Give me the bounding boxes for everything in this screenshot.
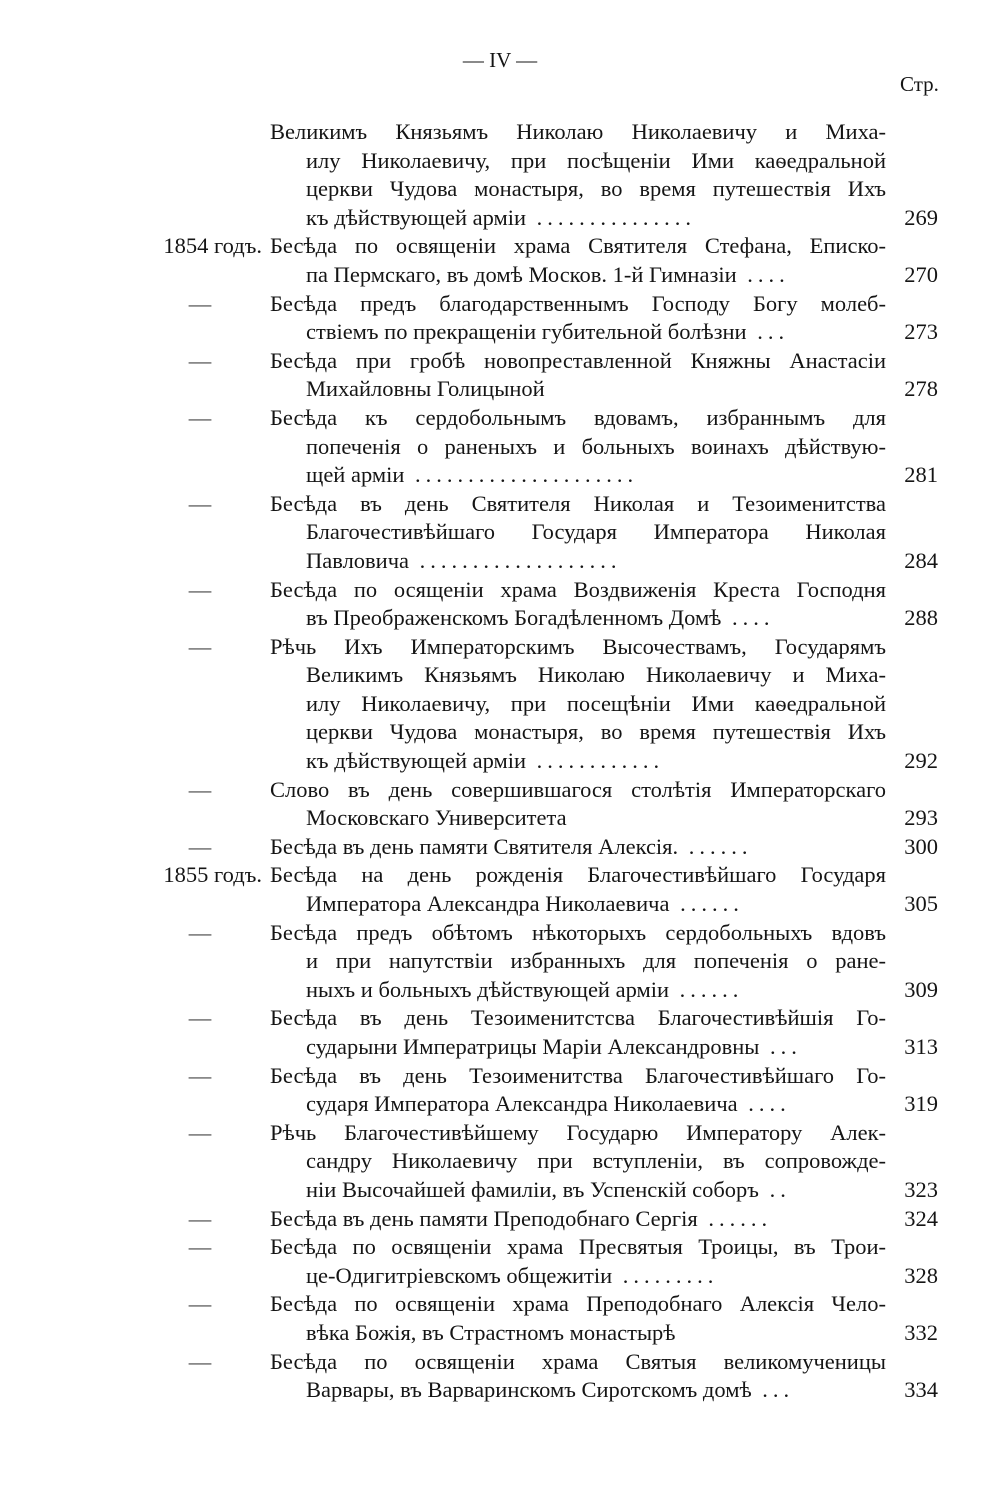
toc-title-line: Бесѣда въ день Святителя Николая и Тезоименитства [270, 490, 886, 516]
toc-page-number: 273 [904, 319, 938, 345]
toc-dash: — [188, 919, 212, 945]
toc-year: 1854 годъ. [163, 233, 262, 259]
toc-dash: — [188, 347, 212, 373]
toc-title-line: Варвары, въ Варваринскомъ Сиротскомъ домѣ ... [306, 1377, 795, 1403]
toc-entry [0, 1348, 1000, 1405]
toc-title-line: Бесѣда на день рожденія Благочестивѣйшаго Государя [270, 862, 886, 888]
toc-dash: — [188, 576, 212, 602]
toc-title-line: Благочестивѣйшаго Государя Императора Николая [306, 519, 886, 545]
toc-page-number: 278 [904, 376, 938, 402]
leader-dots: ...... [669, 891, 744, 917]
toc-entry [0, 404, 1000, 490]
toc-title-line: Бесѣда по освященіи храма Святителя Стефана, Еписко- [270, 233, 886, 259]
toc-page-number: 269 [904, 204, 938, 230]
toc-dash: — [188, 1205, 212, 1231]
toc-title-line: въ Преображенскомъ Богадѣленномъ Домѣ .... [306, 605, 775, 631]
leader-dots: ...... [678, 833, 753, 859]
toc-dash: — [188, 833, 212, 859]
toc-title-line: ніи Высочайшей фамиліи, въ Успенскій соборъ .. [306, 1176, 791, 1202]
toc-entry [0, 290, 1000, 347]
toc-page-number: 309 [904, 976, 938, 1002]
leader-dots: ......... [612, 1262, 719, 1288]
toc-title-line: къ дѣйствующей арміи ............ [306, 748, 665, 774]
toc-title-line: Бесѣда къ сердобольнымъ вдовамъ, избраннымъ для [270, 404, 886, 430]
toc-title-line: Императора Александра Николаевича ...... [306, 891, 744, 917]
toc-title-line: Великимъ Князьямъ Николаю Николаевичу и Миха- [306, 662, 886, 688]
toc-title-line: Слово въ день совершившагося столѣтія Императорскаго [270, 776, 886, 802]
toc-entry [0, 490, 1000, 576]
toc-title-line: илу Николаевичу, при посѣщеніи Ими каѳедральной [306, 147, 886, 173]
toc-title-line: попеченія о раненыхъ и больныхъ воинахъ дѣйствую- [306, 433, 886, 459]
toc-title-line: Бесѣда въ день памяти Преподобнаго Сергія ...... [270, 1205, 773, 1231]
toc-entry [0, 347, 1000, 404]
toc-title-line: па Пермскаго, въ домѣ Москов. 1-й Гимназіи .... [306, 261, 790, 287]
toc-page-number: 288 [904, 605, 938, 631]
toc-title-line: Михайловны Голицыной [306, 376, 545, 402]
toc-dash: — [188, 290, 212, 316]
toc-dash: — [188, 404, 212, 430]
toc-dash: — [188, 1291, 212, 1317]
toc-title-line: сударя Императора Александра Николаевича .... [306, 1091, 791, 1117]
toc-dash: — [188, 1005, 212, 1031]
leader-dots: ..................... [404, 462, 639, 488]
toc-entry [0, 232, 1000, 289]
toc-dash: — [188, 776, 212, 802]
leader-dots: .... [736, 261, 790, 287]
toc-title-line: Бесѣда по освященіи храма Пресвятыя Троицы, въ Трои- [270, 1234, 886, 1260]
toc-page-number: 305 [904, 891, 938, 917]
toc-title-line: Бесѣда въ день Тезоименитстсва Благочестивѣйшія Го- [270, 1005, 886, 1031]
toc-title-line: ныхъ и больныхъ дѣйствующей арміи ...... [306, 976, 744, 1002]
toc-title-line: Бесѣда въ день памяти Святителя Алексія. ...... [270, 833, 753, 859]
toc-page-number: 332 [904, 1319, 938, 1345]
toc-title-line: Рѣчь Ихъ Императорскимъ Высочествамъ, Государямъ [270, 633, 886, 659]
toc-dash: — [188, 1119, 212, 1145]
toc-title-line: ствіемъ по прекращеніи губительной болѣзни ... [306, 319, 790, 345]
toc-entry [0, 633, 1000, 776]
toc-title-line: Бесѣда предъ благодарственнымъ Господу Богу молеб- [270, 290, 886, 316]
toc-title-line: церкви Чудова монастыря, во время путешествія Ихъ [306, 719, 886, 745]
leader-dots: ...... [697, 1205, 773, 1231]
toc-entry [0, 1290, 1000, 1347]
toc-entry [0, 576, 1000, 633]
toc-page-number: 324 [904, 1205, 938, 1231]
toc-title-line: церкви Чудова монастыря, во время путешествія Ихъ [306, 176, 886, 202]
toc-title-line: Бесѣда предъ обѣтомъ нѣкоторыхъ сердобольныхъ вдовъ [270, 919, 886, 945]
toc-title-line: къ дѣйствующей арміи ............... [306, 204, 697, 230]
toc-page-number: 319 [904, 1091, 938, 1117]
toc-entry [0, 919, 1000, 1005]
leader-dots: ... [759, 1034, 802, 1059]
toc-title-line: сударыни Императрицы Маріи Александровны ... [306, 1034, 802, 1059]
toc-page-number: 292 [904, 748, 938, 774]
toc-page-number: 293 [904, 805, 938, 831]
toc-title-line: сандру Николаевичу при вступленіи, въ сопровожде- [306, 1148, 886, 1174]
toc-entry [0, 861, 1000, 918]
toc-entry [0, 118, 1000, 232]
toc-title-line: Бесѣда въ день Тезоименитства Благочестивѣйшаго Го- [270, 1062, 886, 1088]
toc-entry [0, 1119, 1000, 1205]
toc-page-number: 313 [904, 1034, 938, 1059]
toc-page-number: 300 [904, 833, 938, 859]
toc-dash: — [188, 1234, 212, 1260]
leader-dots: ............... [526, 204, 697, 230]
leader-dots: ...... [669, 976, 744, 1002]
toc-entry [0, 833, 1000, 862]
toc-title-line: Великимъ Князьямъ Николаю Николаевичу и Миха- [270, 119, 886, 144]
toc-title-line: Бесѣда по освященіи храма Святыя великомученицы [270, 1348, 886, 1374]
toc-dash: — [188, 633, 212, 659]
page-number-header: — IV — [462, 48, 538, 72]
toc-title-line: и при напутствіи избранныхъ для попеченія о ране- [306, 948, 886, 974]
toc-entry [0, 1062, 1000, 1119]
toc-title-line: Бесѣда при гробѣ новопреставленной Княжны Анастасіи [270, 347, 886, 373]
leader-dots: .... [737, 1091, 791, 1117]
toc-page-number: 281 [904, 462, 938, 488]
leader-dots: ... [746, 319, 790, 345]
toc-entry [0, 1233, 1000, 1290]
toc-page-number: 323 [904, 1176, 938, 1202]
leader-dots: ... [751, 1377, 795, 1403]
toc-dash: — [188, 1348, 212, 1374]
toc-entry [0, 1004, 1000, 1061]
toc-page-number: 328 [904, 1262, 938, 1288]
toc-title-line: Бесѣда по освященіи храма Преподобнаго Алексія Чело- [270, 1291, 886, 1317]
toc-title-line: це-Одигитріевскомъ общежитіи ......... [306, 1262, 719, 1288]
page-column-label: Стр. [900, 72, 939, 96]
leader-dots: .... [721, 605, 775, 631]
leader-dots: ................... [409, 547, 622, 573]
toc-title-line: Бесѣда по осященіи храма Воздвиженія Креста Господня [270, 576, 886, 602]
toc-entry [0, 776, 1000, 833]
toc-title-line: илу Николаевичу, при посещѣніи Ими каѳедральной [306, 690, 886, 716]
toc-title-line: вѣка Божія, въ Страстномъ монастырѣ [306, 1319, 676, 1345]
toc-title-line: Московскаго Университета [306, 805, 567, 831]
toc-entry [0, 1205, 1000, 1234]
toc-dash: — [188, 1062, 212, 1088]
toc-title-line: Павловича ................... [306, 547, 622, 573]
toc-title-line: щей арміи ..................... [306, 462, 639, 488]
toc-dash: — [188, 490, 212, 516]
leader-dots: ............ [526, 748, 665, 774]
table-of-contents [0, 118, 1000, 1405]
toc-page-number: 270 [904, 261, 938, 287]
toc-title-line: Рѣчь Благочестивѣйшему Государю Императору Алек- [270, 1119, 886, 1145]
leader-dots: .. [758, 1176, 791, 1202]
toc-page-number: 284 [904, 547, 938, 573]
toc-year: 1855 годъ. [163, 862, 262, 888]
toc-page-number: 334 [904, 1377, 938, 1403]
